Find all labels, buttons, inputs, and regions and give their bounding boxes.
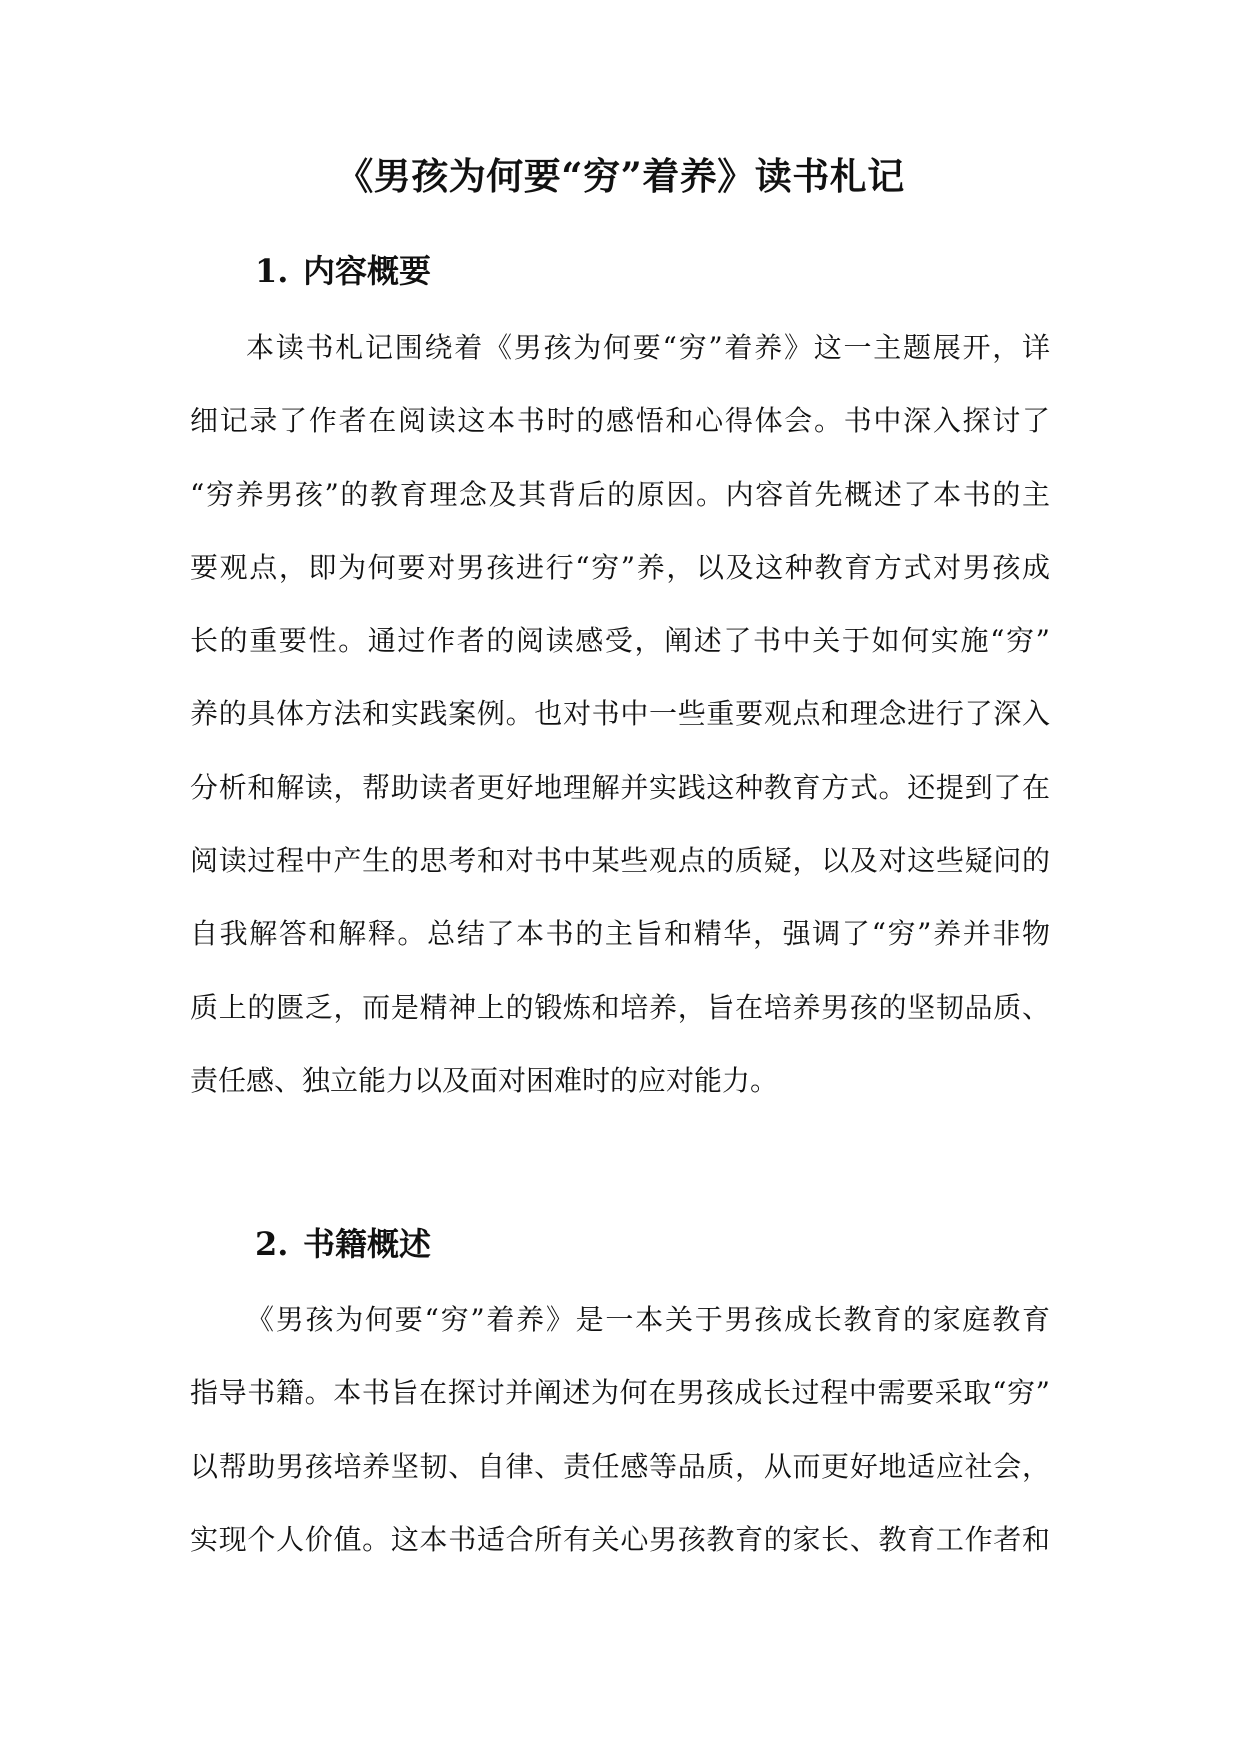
- paragraph-line: 阅读过程中产生的思考和对书中某些观点的质疑，以及对这些疑问的: [190, 844, 1050, 878]
- section-heading-1: [255, 246, 431, 296]
- paragraph-line: 细记录了作者在阅读这本书时的感悟和心得体会。书中深入探讨了: [190, 404, 1050, 438]
- paragraph-line: 《男孩为何要“穷”着养》是一本关于男孩成长教育的家庭教育: [246, 1303, 1050, 1336]
- section-number: 1.: [255, 252, 289, 290]
- paragraph-line: 实现个人价值。这本书适合所有关心男孩教育的家长、教育工作者和: [190, 1522, 1050, 1556]
- section-2-paragraph: [190, 1283, 1050, 1576]
- paragraph-line: 责任感、独立能力以及面对困难时的应对能力。: [190, 1063, 779, 1097]
- paragraph-line: 要观点，即为何要对男孩进行“穷”养，以及这种教育方式对男孩成: [190, 550, 1050, 584]
- section-number: 2.: [255, 1225, 289, 1263]
- paragraph-line: 养的具体方法和实践案例。也对书中一些重要观点和理念进行了深入: [190, 697, 1050, 731]
- section-heading-2: [255, 1219, 431, 1269]
- paragraph-line: 指导书籍。本书旨在探讨并阐述为何在男孩成长过程中需要采取“穷”: [190, 1376, 1050, 1410]
- paragraph-line: 本读书札记围绕着《男孩为何要“穷”着养》这一主题展开，详: [246, 331, 1050, 364]
- paragraph-line: 自我解答和解释。总结了本书的主旨和精华，强调了“穷”养并非物: [190, 917, 1050, 951]
- section-title: 内容概要: [303, 252, 432, 290]
- paragraph-line: 分析和解读，帮助读者更好地理解并实践这种教育方式。还提到了在: [190, 770, 1050, 804]
- paragraph-line: 质上的匮乏，而是精神上的锻炼和培养，旨在培养男孩的坚韧品质、: [190, 990, 1050, 1024]
- section-title: 书籍概述: [303, 1225, 432, 1263]
- section-1-paragraph: [190, 311, 1050, 1117]
- paragraph-line: 长的重要性。通过作者的阅读感受，阐述了书中关于如何实施“穷”: [190, 624, 1050, 658]
- paragraph-line: 以帮助男孩培养坚韧、自律、责任感等品质，从而更好地适应社会，: [190, 1449, 1050, 1483]
- document-title: 《男孩为何要“穷”着养》读书札记: [336, 154, 905, 198]
- paragraph-line: “穷养男孩”的教育理念及其背后的原因。内容首先概述了本书的主: [190, 477, 1050, 511]
